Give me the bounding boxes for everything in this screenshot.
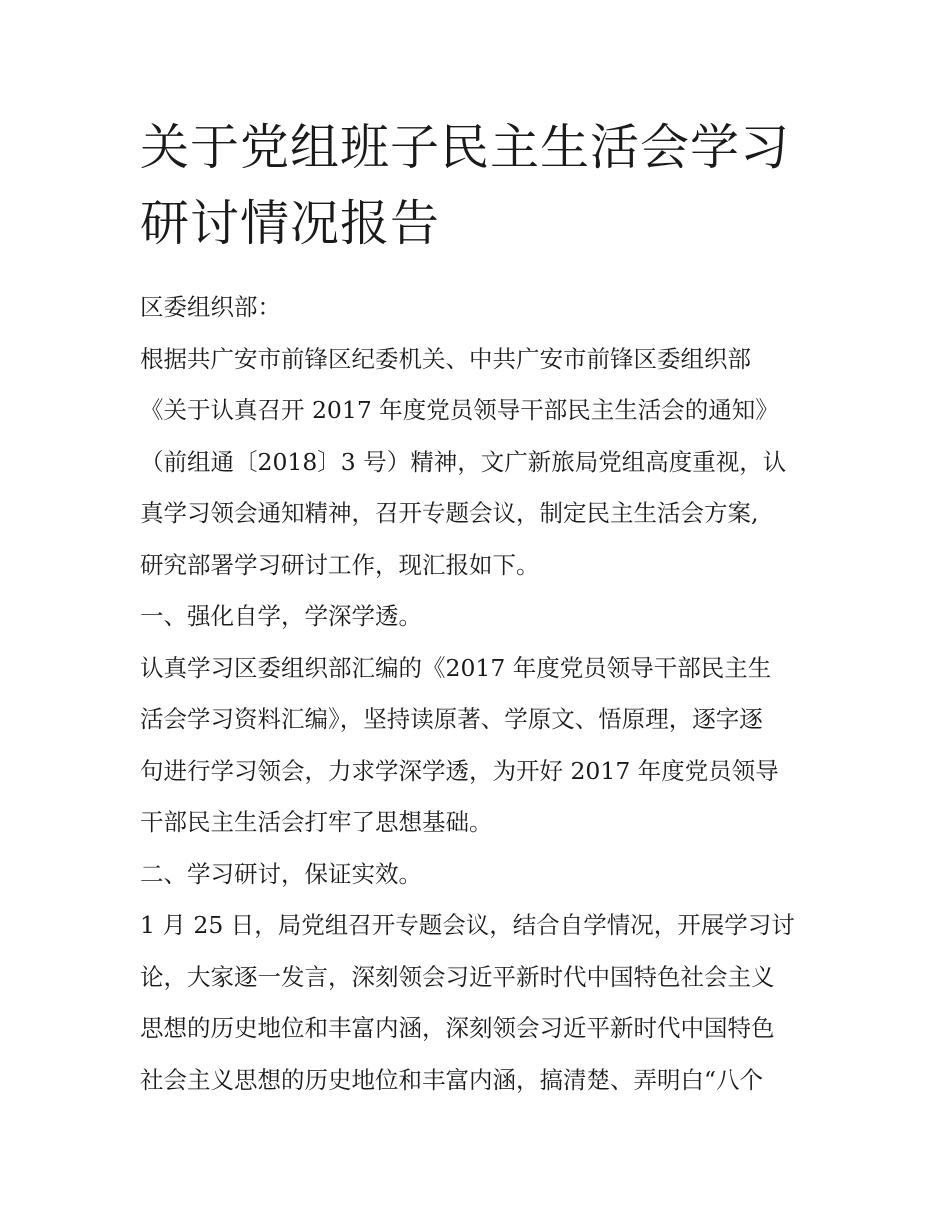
document-title (140, 110, 820, 262)
paragraph-line: （前组通〔2018〕3 号）精神，文广新旅局党组高度重视，认 (140, 447, 787, 476)
section-heading: 一、强化自学，学深学透。 (140, 602, 422, 630)
document-body (140, 282, 820, 1106)
paragraph-line: 真学习领会通知精神，召开专题会议，制定民主生活会方案, (140, 499, 759, 527)
paragraph-line: 论，大家逐一发言，深刻领会习近平新时代中国特色社会主义 (140, 962, 775, 991)
paragraph-line: 干部民主生活会打牢了思想基础。 (140, 808, 493, 836)
title-line: 关于党组班子民主生活会学习 (140, 119, 791, 176)
paragraph-line: 根据共广安市前锋区纪委机关、中共广安市前锋区委组织部 (140, 344, 751, 373)
paragraph-line: 活会学习资料汇编》，坚持读原著、学原文、悟原理，逐字逐 (140, 705, 763, 733)
paragraph-line: 句进行学习领会，力求学深学透，为开好 2017 年度党员领导 (140, 756, 779, 785)
paragraph-line: 认真学习区委组织部汇编的《2017 年度党员领导干部民主生 (140, 653, 772, 682)
paragraph-line: 1 月 25 日，局党组召开专题会议，结合自学情况，开展学习讨 (140, 911, 795, 939)
section-heading: 二、学习研讨，保证实效。 (140, 859, 422, 888)
paragraph-line: 《关于认真召开 2017 年度党员领导干部民主生活会的通知》 (140, 396, 779, 424)
document-page (140, 110, 820, 1106)
paragraph-line: 研究部署学习研讨工作，现汇报如下。 (140, 550, 540, 579)
title-line: 研讨情况报告 (140, 195, 441, 252)
paragraph-line: 思想的历史地位和丰富内涵，深刻领会习近平新时代中国特色 (140, 1014, 775, 1042)
salutation: 区委组织部： (140, 293, 281, 321)
paragraph-line: 社会主义思想的历史地位和丰富内涵，搞清楚、弄明白“八个 (140, 1065, 764, 1094)
